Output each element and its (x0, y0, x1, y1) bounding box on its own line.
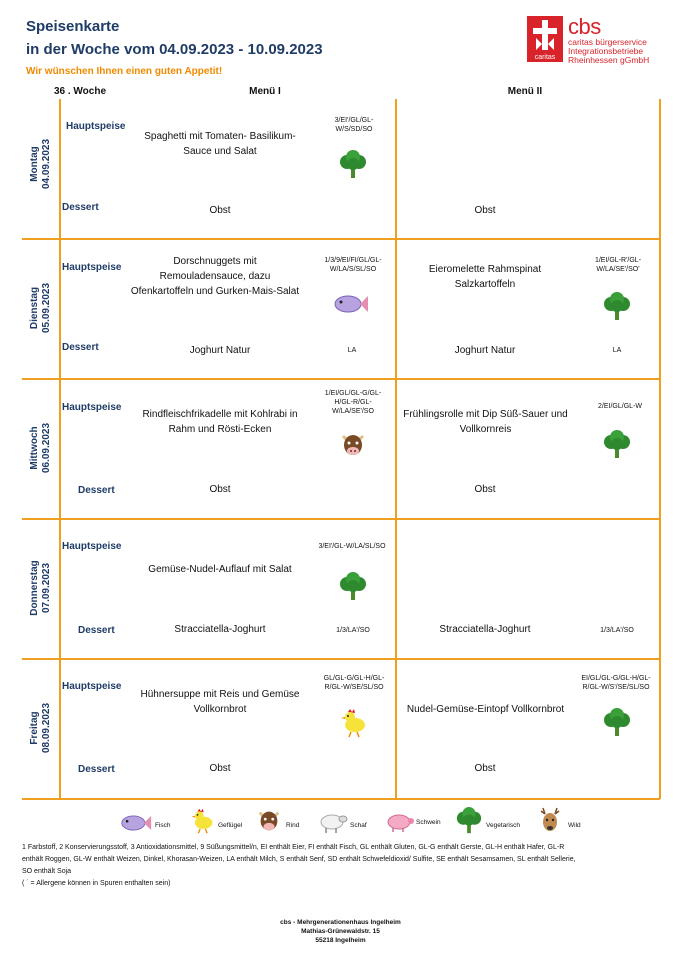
caritas-logo (527, 16, 563, 62)
dessert-menu1: Stracciatella-Joghurt (174, 624, 266, 635)
main-dish-label: Hauptspeise (66, 121, 126, 132)
dessert-menu2: Obst (474, 763, 496, 774)
dish-menu1: Spaghetti mit Tomaten- Basilikum- Sauce und Salat (144, 131, 296, 157)
day-label-wednesday: Mittwoch 06.09.2023 (29, 422, 52, 474)
legend-label: Schwein (416, 819, 441, 826)
allergen-code: 1/EI/GL-R'/GL- W/LA/SE'/SO' (594, 257, 642, 273)
dessert-menu2: Obst (474, 484, 496, 495)
allergen-code: EI/GL/GL-G/GL-H/GL- R/GL-W/S'/SE/SL/SO (581, 675, 651, 691)
broccoli-icon (455, 806, 483, 841)
grid-line (22, 798, 660, 800)
allergen-code: 3/EI'/GL-W/LA/SL/SO (318, 543, 386, 550)
svg-text:caritas: caritas (534, 54, 556, 61)
broccoli-icon (602, 292, 632, 327)
main-dish-label: Hauptspeise (62, 681, 122, 692)
logo-line: caritas bürgerservice (568, 37, 647, 47)
grid-line (22, 658, 660, 660)
allergen-code: 2/EI/GL/GL-W (598, 403, 642, 410)
broccoli-icon (338, 150, 368, 185)
allergen-code: LA (612, 347, 622, 354)
dessert-label: Dessert (78, 625, 115, 636)
week-label: 36 . Woche (53, 86, 107, 97)
logo-text: cbs (568, 14, 601, 39)
allergen-code: 1/EI/GL/GL-G/GL- H/GL-R/GL- W/LA/SE'/SO (324, 390, 382, 415)
legend-label: Schaf (350, 822, 367, 829)
dessert-label: Dessert (62, 202, 99, 213)
page-title: Speisenkarte (26, 18, 120, 35)
main-dish-label: Hauptspeise (62, 541, 122, 552)
greeting: Wir wünschen Ihnen einen guten Appetit! (26, 66, 223, 77)
dessert-menu1: Obst (209, 763, 231, 774)
grid-line (22, 378, 660, 380)
broccoli-icon (602, 708, 632, 743)
dessert-menu2: Joghurt Natur (454, 345, 516, 356)
pig-icon (385, 811, 415, 838)
grid-line (659, 99, 661, 799)
dish-menu2: Frühlingsrolle mit Dip Süß-Sauer und Vollkornreis (403, 409, 568, 435)
dish-menu1: Gemüse-Nudel-Auflauf mit Salat (148, 564, 292, 575)
grid-line (22, 238, 660, 240)
cow-icon (255, 806, 283, 841)
grid-line (395, 99, 397, 799)
dish-menu2: Nudel-Gemüse-Eintopf Vollkornbrot (406, 704, 565, 715)
dish-menu2: Eieromelette Rahmspinat Salzkartoffeln (428, 264, 542, 290)
column-header-menu2: Menü II (507, 86, 543, 97)
main-dish-label: Hauptspeise (62, 262, 122, 273)
chicken-icon (336, 708, 368, 743)
footer-address: cbs - Mehrgenerationenhaus Ingelheim Mathias-Grünewaldstr. 15 55218 Ingelheim (280, 919, 401, 944)
broccoli-icon (338, 572, 368, 607)
column-header-menu1: Menü I (249, 86, 281, 97)
dish-menu1: Dorschnuggets mit Remouladensauce, dazu Ofenkartoffeln und Gurken-Mais-Salat (130, 256, 300, 297)
dessert-menu1: Obst (209, 484, 231, 495)
dessert-menu2: Obst (474, 205, 496, 216)
fish-icon (333, 293, 369, 320)
broccoli-icon (602, 430, 632, 465)
allergen-code: LA (347, 347, 357, 354)
dish-menu1: Hühnersuppe mit Reis und Gemüse Vollkornbrot (140, 689, 300, 715)
logo-line: Integrationsbetriebe (568, 46, 644, 56)
allergen-code: 3/EI'/GL/GL- W/S/SD/SO (334, 117, 374, 133)
allergen-code: 1/3/LA'/SO (336, 627, 370, 634)
allergen-code: 1/3/9/EI/FI/GL/GL- W/LA/S/SL/SO (324, 257, 382, 273)
legend-label: Fisch (155, 822, 171, 829)
dessert-menu2: Stracciatella-Joghurt (439, 624, 531, 635)
dessert-label: Dessert (78, 485, 115, 496)
grid-line (59, 99, 61, 799)
fish-icon (120, 813, 152, 838)
page-subtitle-week: in der Woche vom 04.09.2023 - 10.09.2023 (26, 41, 323, 58)
day-label-monday: Montag 04.09.2023 (29, 138, 52, 190)
day-label-friday: Freitag 08.09.2023 (29, 702, 52, 754)
legend-label: Vegetarisch (486, 822, 520, 829)
cow-icon (338, 430, 368, 465)
main-dish-label: Hauptspeise (62, 402, 122, 413)
allergen-code: 1/3/LA'/SO (600, 627, 634, 634)
day-label-tuesday: Dienstag 05.09.2023 (29, 282, 52, 334)
legend-label: Wild (568, 822, 581, 829)
sheep-icon (318, 810, 348, 839)
dessert-menu1: Joghurt Natur (189, 345, 251, 356)
grid-line (22, 518, 660, 520)
allergen-code: GL/GL-G/GL-H/GL- R/GL-W/SE/SL/SO (323, 675, 385, 691)
allergen-legend: 1 Farbstoff, 2 Konservierungsstoff, 3 Antioxidationsmittel, 9 Süßungsmittel/n, EI enthält Eier, FI enthält Fisch, GL enthält Gluten, GL-G enthält Gerste, GL-H enthält Hafer, GL-R enthält Roggen, GL-W enthält Weizen, Dinkel, Khorasan-Weizen, LA enthält Milch, S enthält Senf, SD enthält Schwefeldioxid/ Sulfite, SE enthält Sesamsamen, SL enthält Sellerie, SO enthält Soja ( ´ = Allergene können in Spuren enthalten sein) (22, 844, 576, 887)
legend-label: Geflügel (218, 822, 243, 829)
dessert-label: Dessert (78, 764, 115, 775)
dessert-label: Dessert (62, 342, 99, 353)
logo-line: Rheinhessen gGmbH (568, 55, 650, 65)
deer-icon (535, 806, 565, 841)
dessert-menu1: Obst (209, 205, 231, 216)
legend-label: Rind (286, 822, 300, 829)
chicken-icon (187, 806, 215, 841)
dish-menu1: Rindfleischfrikadelle mit Kohlrabi in Rahm und Rösti-Ecken (142, 409, 298, 435)
day-label-thursday: Donnerstag 07.09.2023 (29, 560, 52, 616)
